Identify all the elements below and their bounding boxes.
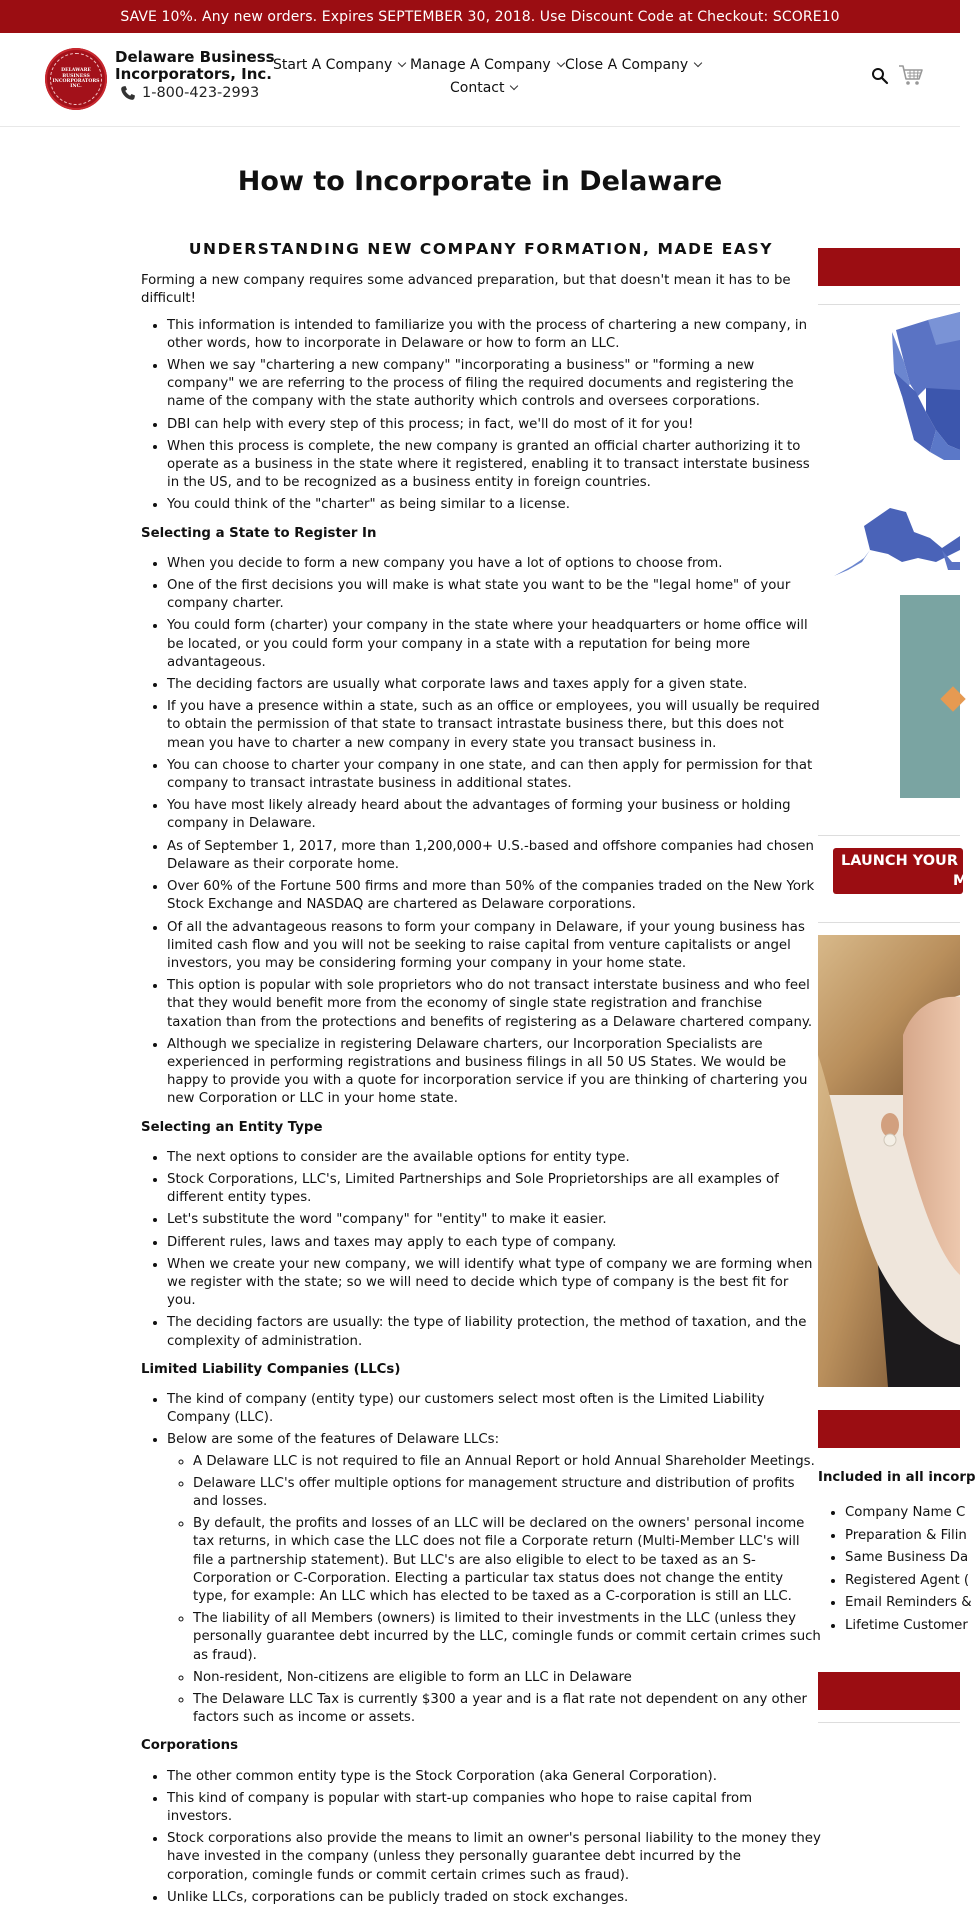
sidebar-red-bar[interactable] <box>818 1410 960 1448</box>
state-list <box>141 555 821 1109</box>
chevron-down-icon <box>510 82 518 90</box>
list-item: • Let's substitute the word "company" for "entity" to make it easier. <box>167 1211 821 1229</box>
entity-list <box>141 1149 821 1351</box>
chevron-down-icon <box>398 59 406 67</box>
list-item: • Unlike LLCs, corporations can be publicly traded on stock exchanges. <box>167 1889 821 1907</box>
company-name-line2: Incorporators, Inc. <box>115 65 272 83</box>
list-item: • You have most likely already heard about the advantages of forming your business or holding company in Delaware. <box>167 797 821 833</box>
seal-line: INCORPORATORS <box>52 79 100 84</box>
company-name-line1: Delaware Business <box>115 48 275 66</box>
list-item: • Stock Corporations, LLC's, Limited Partnerships and Sole Proprietorships are all examples of different entity types. <box>167 1171 821 1207</box>
seal-line: INC. <box>70 84 82 90</box>
list-item: • When you decide to form a new company you have a lot of options to choose from. <box>167 555 821 573</box>
list-item: • When this process is complete, the new company is granted an official charter authorizing it to operate as a business in the state where it registered, enabling it to transact interstate business in the US, and to be recognized as a business entity in foreign countries. <box>167 438 821 493</box>
main-content <box>141 240 821 1917</box>
list-item: • Lifetime Customer <box>845 1615 972 1638</box>
launch-button-line1: LAUNCH YOUR <box>841 853 958 869</box>
list-item: • As of September 1, 2017, more than 1,200,000+ U.S.-based and offshore companies had chosen Delaware as their corporate home. <box>167 838 821 874</box>
list-item: • The next options to consider are the available options for entity type. <box>167 1149 821 1167</box>
page-title: How to Incorporate in Delaware <box>237 166 723 197</box>
promo-text: SAVE 10%. Any new orders. Expires SEPTEMBER 30, 2018. Use Discount Code at Checkout: SCORE10 <box>120 8 840 25</box>
seal-line: DELAWARE <box>61 68 91 74</box>
list-item: • Preparation & Filin <box>845 1525 972 1548</box>
list-item: • When we say "chartering a new company" "incorporating a business" or "forming a new company" we are referring to the process of filing the required documents and registering the name of the company with the state authority which controls and oversees corporations. <box>167 357 821 412</box>
list-item: • If you have a presence within a state, such as an office or employees, you will usually be required to obtain the permission of that state to transact intrastate business there, but this does not mean you have to charter a new company in every state you transact business in. <box>167 698 821 753</box>
specialist-photo <box>818 935 960 1387</box>
list-item: • You can choose to charter your company in one state, and can then apply for permission for that company to transact intrastate business in additional states. <box>167 757 821 793</box>
sub-list-item: ◦ The liability of all Members (owners) is limited to their investments in the LLC (unless they personally guarantee debt incurred by the LLC, comingle funds or commit certain crimes such as fraud). <box>193 1610 821 1665</box>
section-heading-corporations: Corporations <box>141 1738 239 1754</box>
intro-paragraph: Forming a new company requires some advanced preparation, but that doesn't mean it has to be difficult! <box>141 273 791 307</box>
logo-seal[interactable] <box>45 48 107 110</box>
nav-start-a-company[interactable]: Start A Company <box>273 57 405 73</box>
section-heading-state: Selecting a State to Register In <box>141 525 377 541</box>
launch-button-line2: M <box>953 873 968 889</box>
promo-banner <box>0 0 960 33</box>
included-list <box>818 1502 972 1638</box>
sub-list-item: ◦ By default, the profits and losses of an LLC will be declared on the owners' personal income tax returns, in which case the LLC does not file a Corporate return (Multi-Member LLC's will file a partnership statement). But LLC's are also eligible to elect to be taxed as an S-Corporation or C-Corporation. Electing a particular tax status does not change the entity type, for example: An LLC which has elected to be taxed as a C-corporation is still an LLC. <box>193 1515 821 1606</box>
intro-list <box>141 317 821 515</box>
llc-list <box>141 1391 821 1727</box>
list-item: • When we create your new company, we will identify what type of company we are forming when we register with the state; so we will need to decide which type of company is the best fit for you. <box>167 1256 821 1311</box>
sub-list-item: ◦ A Delaware LLC is not required to file an Annual Report or hold Annual Shareholder Meetings. <box>193 1453 821 1471</box>
chevron-down-icon <box>556 59 564 67</box>
list-item: • The deciding factors are usually what corporate laws and taxes apply for a given state. <box>167 676 821 694</box>
section-heading-entity: Selecting an Entity Type <box>141 1119 323 1135</box>
list-item: • Of all the advantageous reasons to form your company in Delaware, if your young business has limited cash flow and you will not be seeking to raise capital from venture capitalists or angel investors, you may be considering forming your company in your home state. <box>167 919 821 974</box>
section-heading-llc: Limited Liability Companies (LLCs) <box>141 1361 401 1377</box>
sidebar-red-bar[interactable] <box>818 1672 960 1710</box>
list-item: • Company Name C <box>845 1502 972 1525</box>
nav-contact[interactable]: Contact <box>450 80 517 96</box>
list-item <box>167 1431 821 1727</box>
list-item: • You could form (charter) your company in the state where your headquarters or home office will be located, or you could form your company in a state with a reputation for being more advantageous. <box>167 617 821 672</box>
sidebar-divider <box>818 1722 960 1723</box>
list-item-text: Below are some of the features of Delaware LLCs: <box>167 1432 500 1448</box>
phone-link[interactable] <box>120 85 259 101</box>
seal-line: BUSINESS <box>62 73 90 79</box>
list-item: • Registered Agent ( <box>845 1570 972 1593</box>
promo-card-image[interactable] <box>900 595 960 798</box>
diamond-shape <box>940 686 965 711</box>
launch-your-company-button[interactable] <box>833 848 968 894</box>
sidebar-divider <box>818 835 960 836</box>
list-item: • The deciding factors are usually: the type of liability protection, the method of taxation, and the complexity of administration. <box>167 1314 821 1350</box>
llc-features-list <box>167 1453 821 1728</box>
sidebar-divider <box>818 922 960 923</box>
chevron-down-icon <box>694 59 702 67</box>
list-item: • This information is intended to familiarize you with the process of chartering a new company, in other words, how to incorporate in Delaware or how to form an LLC. <box>167 317 821 353</box>
list-item: • Although we specialize in registering Delaware charters, our Incorporation Specialists are experienced in performing registrations and business filings in all 50 US States. We would be happy to provide you with a quote for incorporation service if you are thinking of chartering you new Corporation or LLC in your home state. <box>167 1036 821 1109</box>
list-item: • The other common entity type is the Stock Corporation (aka General Corporation). <box>167 1768 821 1786</box>
list-item: • Same Business Da <box>845 1547 972 1570</box>
sidebar <box>818 240 976 1875</box>
sub-list-item: ◦ Delaware LLC's offer multiple options for management structure and distribution of profits and losses. <box>193 1475 821 1511</box>
search-icon[interactable] <box>871 67 889 85</box>
list-item: • DBI can help with every step of this process; in fact, we'll do most of it for you! <box>167 416 821 434</box>
nav-manage-a-company[interactable]: Manage A Company <box>410 57 564 73</box>
list-item: • This kind of company is popular with start-up companies who hope to raise capital from investors. <box>167 1790 821 1826</box>
site-header <box>0 33 960 127</box>
sidebar-red-bar[interactable] <box>818 248 960 286</box>
list-item: • Stock corporations also provide the means to limit an owner's personal liability to the money they have invested in the company (unless they personally guarantee debt incurred by the corporation, comingle funds or commit certain crimes such as fraud). <box>167 1830 821 1885</box>
page-subheading: UNDERSTANDING NEW COMPANY FORMATION, MADE EASY <box>188 240 774 258</box>
list-item: • You could think of the "charter" as being similar to a license. <box>167 496 821 514</box>
list-item: • Different rules, laws and taxes may apply to each type of company. <box>167 1234 821 1252</box>
list-item: • Over 60% of the Fortune 500 firms and more than 50% of the companies traded on the New York Stock Exchange and NASDAQ are chartered as Delaware corporations. <box>167 878 821 914</box>
sub-list-item: ◦ The Delaware LLC Tax is currently $300 a year and is a flat rate not dependent on any other factors such as income or assets. <box>193 1691 821 1727</box>
list-item: • This option is popular with sole proprietors who do not transact interstate business and who feel that they would benefit more from the economy of single state registration and franchise taxation than from the protections and benefits of registering as a Delaware chartered company. <box>167 977 821 1032</box>
list-item: • Email Reminders & <box>845 1592 972 1615</box>
list-item: • One of the first decisions you will make is what state you want to be the "legal home" of your company charter. <box>167 577 821 613</box>
cart-icon[interactable] <box>898 64 924 86</box>
us-map-image[interactable] <box>818 300 960 580</box>
sub-list-item: ◦ Non-resident, Non-citizens are eligible to form an LLC in Delaware <box>193 1669 821 1687</box>
phone-icon <box>120 85 136 101</box>
corp-list <box>141 1768 821 1907</box>
included-title: Included in all incorp <box>818 1470 976 1485</box>
list-item: • The kind of company (entity type) our customers select most often is the Limited Liability Company (LLC). <box>167 1391 821 1427</box>
nav-close-a-company[interactable]: Close A Company <box>565 57 701 73</box>
company-name[interactable] <box>115 49 275 83</box>
phone-number: 1-800-423-2993 <box>142 85 260 101</box>
